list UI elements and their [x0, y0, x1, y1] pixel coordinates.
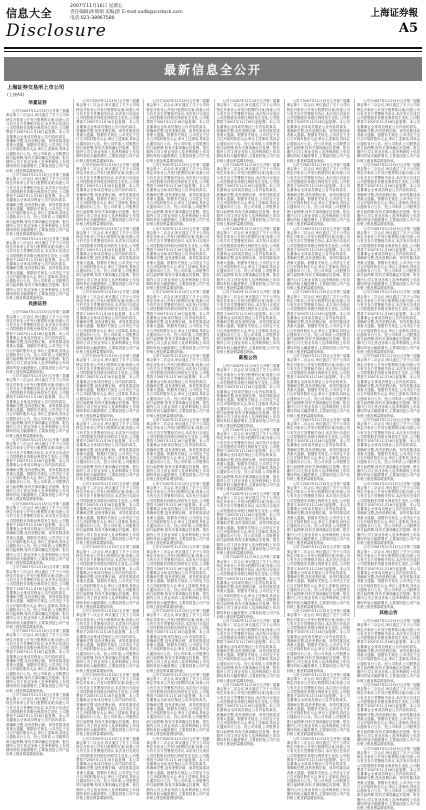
- paragraph: 公司于2007年11月15日召开第三届董事会第十二次会议,审议通过了关于公司向特定对象非公开发行股票的议案;同意公司与有关各方签署相关协议,本次发行完成后公司控股股东持股比例将发生变化,公司股票将于2007年11月16日起复牌。本公司及董事会全体成员保证公告内容的真实、准确和完整,没有虚假记载、误导性陈述或者重大遗漏。根据有关规定,公司决定于近日召开临时股东大会,审议上述事项,具体会议通知另行公告。经公司申请,公司股票自即日起停牌,待有关事项确定后复牌。报告期内公司主营业务收入及净利润较上年同期均有较大幅度增长,主要原因是公司产品价格上涨及销量增加所致。: [146, 482, 209, 546]
- paragraph: 公司于2007年11月15日召开第三届董事会第十二次会议,审议通过了关于公司向特定对象非公开发行股票的议案;同意公司与有关各方签署相关协议,本次发行完成后公司控股股东持股比例将发生变化,公司股票将于2007年11月16日起复牌。本公司及董事会全体成员保证公告内容的真实、准确和完整,没有虚假记载、误导性陈述或者重大遗漏。根据有关规定,公司决定于近日召开临时股东大会,审议上述事项,具体会议通知另行公告。经公司申请,公司股票自即日起停牌,待有关事项确定后复牌。报告期内公司主营业务收入及净利润较上年同期均有较大幅度增长,主要原因是公司产品价格上涨及销量增加所致。: [146, 609, 209, 673]
- paragraph: 公司于2007年11月15日召开第三届董事会第十二次会议,审议通过了关于公司向特定对象非公开发行股票的议案;同意公司与有关各方签署相关协议,本次发行完成后公司控股股东持股比例将发生变化,公司股票将于2007年11月16日起复牌。本公司及董事会全体成员保证公告内容的真实、准确和完整,没有虚假记载、误导性陈述或者重大遗漏。根据有关规定,公司决定于近日召开临时股东大会,审议上述事项,具体会议通知另行公告。经公司申请,公司股票自即日起停牌,待有关事项确定后复牌。报告期内公司主营业务收入及净利润较上年同期均有较大幅度增长,主要原因是公司产品价格上涨及销量增加所致。: [76, 227, 139, 291]
- column-text: [217, 364, 280, 747]
- paragraph: 公司于2007年11月15日召开第三届董事会第十二次会议,审议通过了关于公司向特定对象非公开发行股票的议案;同意公司与有关各方签署相关协议,本次发行完成后公司控股股东持股比例将发生变化,公司股票将于2007年11月16日起复牌。本公司及董事会全体成员保证公告内容的真实、准确和完整,没有虚假记载、误导性陈述或者重大遗漏。根据有关规定,公司决定于近日召开临时股东大会,审议上述事项,具体会议通知另行公告。经公司申请,公司股票自即日起停牌,待有关事项确定后复牌。报告期内公司主营业务收入及净利润较上年同期均有较大幅度增长,主要原因是公司产品价格上涨及销量增加所致。: [287, 673, 350, 737]
- column: [284, 99, 350, 617]
- paragraph: 公司于2007年11月15日召开第三届董事会第十二次会议,审议通过了关于公司向特定对象非公开发行股票的议案;同意公司与有关各方签署相关协议,本次发行完成后公司控股股东持股比例将发生变化,公司股票将于2007年11月16日起复牌。本公司及董事会全体成员保证公告内容的真实、准确和完整,没有虚假记载、误导性陈述或者重大遗漏。根据有关规定,公司决定于近日召开临时股东大会,审议上述事项,具体会议通知另行公告。经公司申请,公司股票自即日起停牌,待有关事项确定后复牌。报告期内公司主营业务收入及净利润较上年同期均有较大幅度增长,主要原因是公司产品价格上涨及销量增加所致。: [287, 482, 350, 546]
- section-name: 信息大全: [6, 5, 52, 21]
- paragraph: 公司于2007年11月15日召开第三届董事会第十二次会议,审议通过了关于公司向特定对象非公开发行股票的议案;同意公司与有关各方签署相关协议,本次发行完成后公司控股股东持股比例将发生变化,公司股票将于2007年11月16日起复牌。本公司及董事会全体成员保证公告内容的真实、准确和完整,没有虚假记载、误导性陈述或者重大遗漏。根据有关规定,公司决定于近日召开临时股东大会,审议上述事项,具体会议通知另行公告。经公司申请,公司股票自即日起停牌,待有关事项确定后复牌。报告期内公司主营业务收入及净利润较上年同期均有较大幅度增长,主要原因是公司产品价格上涨及销量增加所致。: [217, 227, 280, 291]
- paragraph: 公司于2007年11月15日召开第三届董事会第十二次会议,审议通过了关于公司向特定对象非公开发行股票的议案;同意公司与有关各方签署相关协议,本次发行完成后公司控股股东持股比例将发生变化,公司股票将于2007年11月16日起复牌。本公司及董事会全体成员保证公告内容的真实、准确和完整,没有虚假记载、误导性陈述或者重大遗漏。根据有关规定,公司决定于近日召开临时股东大会,审议上述事项,具体会议通知另行公告。经公司申请,公司股票自即日起停牌,待有关事项确定后复牌。报告期内公司主营业务收入及净利润较上年同期均有较大幅度增长,主要原因是公司产品价格上涨及销量增加所致。: [287, 737, 350, 801]
- paragraph: 公司于2007年11月15日召开第三届董事会第十二次会议,审议通过了关于公司向特定对象非公开发行股票的议案;同意公司与有关各方签署相关协议,本次发行完成后公司控股股东持股比例将发生变化,公司股票将于2007年11月16日起复牌。本公司及董事会全体成员保证公告内容的真实、准确和完整,没有虚假记载、误导性陈述或者重大遗漏。根据有关规定,公司决定于近日召开临时股东大会,审议上述事项,具体会议通知另行公告。经公司申请,公司股票自即日起停牌,待有关事项确定后复牌。报告期内公司主营业务收入及净利润较上年同期均有较大幅度增长,主要原因是公司产品价格上涨及销量增加所致。: [6, 693, 69, 757]
- paragraph: 公司于2007年11月15日召开第三届董事会第十二次会议,审议通过了关于公司向特定对象非公开发行股票的议案;同意公司与有关各方签署相关协议,本次发行完成后公司控股股东持股比例将发生变化,公司股票将于2007年11月16日起复牌。本公司及董事会全体成员保证公告内容的真实、准确和完整,没有虚假记载、误导性陈述或者重大遗漏。根据有关规定,公司决定于近日召开临时股东大会,审议上述事项,具体会议通知另行公告。经公司申请,公司股票自即日起停牌,待有关事项确定后复牌。报告期内公司主营业务收入及净利润较上年同期均有较大幅度增长,主要原因是公司产品价格上涨及销量增加所致。: [76, 99, 139, 163]
- paragraph: 公司于2007年11月15日召开第三届董事会第十二次会议,审议通过了关于公司向特定对象非公开发行股票的议案;同意公司与有关各方签署相关协议,本次发行完成后公司控股股东持股比例将发生变化,公司股票将于2007年11月16日起复牌。本公司及董事会全体成员保证公告内容的真实、准确和完整,没有虚假记载、误导性陈述或者重大遗漏。根据有关规定,公司决定于近日召开临时股东大会,审议上述事项,具体会议通知另行公告。经公司申请,公司股票自即日起停牌,待有关事项确定后复牌。报告期内公司主营业务收入及净利润较上年同期均有较大幅度增长,主要原因是公司产品价格上涨及销量增加所致。: [287, 545, 350, 609]
- paragraph: 公司于2007年11月15日召开第三届董事会第十二次会议,审议通过了关于公司向特定对象非公开发行股票的议案;同意公司与有关各方签署相关协议,本次发行完成后公司控股股东持股比例将发生变化,公司股票将于2007年11月16日起复牌。本公司及董事会全体成员保证公告内容的真实、准确和完整,没有虚假记载、误导性陈述或者重大遗漏。根据有关规定,公司决定于近日召开临时股东大会,审议上述事项,具体会议通知另行公告。经公司申请,公司股票自即日起停牌,待有关事项确定后复牌。报告期内公司主营业务收入及净利润较上年同期均有较大幅度增长,主要原因是公司产品价格上涨及销量增加所致。: [357, 482, 420, 546]
- issue-meta: [70, 4, 183, 22]
- paragraph: 公司于2007年11月15日召开第三届董事会第十二次会议,审议通过了关于公司向特定对象非公开发行股票的议案;同意公司与有关各方签署相关协议,本次发行完成后公司控股股东持股比例将发生变化,公司股票将于2007年11月16日起复牌。本公司及董事会全体成员保证公告内容的真实、准确和完整,没有虚假记载、误导性陈述或者重大遗漏。根据有关规定,公司决定于近日召开临时股东大会,审议上述事项,具体会议通知另行公告。经公司申请,公司股票自即日起停牌,待有关事项确定后复牌。报告期内公司主营业务收入及净利润较上年同期均有较大幅度增长,主要原因是公司产品价格上涨及销量增加所致。: [357, 747, 420, 810]
- paragraph: 公司于2007年11月15日召开第三届董事会第十二次会议,审议通过了关于公司向特定对象非公开发行股票的议案;同意公司与有关各方签署相关协议,本次发行完成后公司控股股东持股比例将发生变化,公司股票将于2007年11月16日起复牌。本公司及董事会全体成员保证公告内容的真实、准确和完整,没有虚假记载、误导性陈述或者重大遗漏。根据有关规定,公司决定于近日召开临时股东大会,审议上述事项,具体会议通知另行公告。经公司申请,公司股票自即日起停牌,待有关事项确定后复牌。报告期内公司主营业务收入及净利润较上年同期均有较大幅度增长,主要原因是公司产品价格上涨及销量增加所致。: [146, 227, 209, 291]
- issue-date: 2007年11月16日 星期五: [70, 4, 183, 10]
- paragraph: 公司于2007年11月15日召开第三届董事会第十二次会议,审议通过了关于公司向特定对象非公开发行股票的议案;同意公司与有关各方签署相关协议,本次发行完成后公司控股股东持股比例将发生变化,公司股票将于2007年11月16日起复牌。本公司及董事会全体成员保证公告内容的真实、准确和完整,没有虚假记载、误导性陈述或者重大遗漏。根据有关规定,公司决定于近日召开临时股东大会,审议上述事项,具体会议通知另行公告。经公司申请,公司股票自即日起停牌,待有关事项确定后复牌。报告期内公司主营业务收入及净利润较上年同期均有较大幅度增长,主要原因是公司产品价格上涨及销量增加所致。: [357, 290, 420, 354]
- paragraph: 公司于2007年11月15日召开第三届董事会第十二次会议,审议通过了关于公司向特定对象非公开发行股票的议案;同意公司与有关各方签署相关协议,本次发行完成后公司控股股东持股比例将发生变化,公司股票将于2007年11月16日起复牌。本公司及董事会全体成员保证公告内容的真实、准确和完整,没有虚假记载、误导性陈述或者重大遗漏。根据有关规定,公司决定于近日召开临时股东大会,审议上述事项,具体会议通知另行公告。经公司申请,公司股票自即日起停牌,待有关事项确定后复牌。报告期内公司主营业务收入及净利润较上年同期均有较大幅度增长,主要原因是公司产品价格上涨及销量增加所致。: [76, 482, 139, 546]
- column: [73, 99, 139, 617]
- paragraph: 公司于2007年11月15日召开第三届董事会第十二次会议,审议通过了关于公司向特定对象非公开发行股票的议案;同意公司与有关各方签署相关协议,本次发行完成后公司控股股东持股比例将发生变化,公司股票将于2007年11月16日起复牌。本公司及董事会全体成员保证公告内容的真实、准确和完整,没有虚假记载、误导性陈述或者重大遗漏。根据有关规定,公司决定于近日召开临时股东大会,审议上述事项,具体会议通知另行公告。经公司申请,公司股票自即日起停牌,待有关事项确定后复牌。报告期内公司主营业务收入及净利润较上年同期均有较大幅度增长,主要原因是公司产品价格上涨及销量增加所致。: [217, 619, 280, 683]
- paragraph: 公司于2007年11月15日召开第三届董事会第十二次会议,审议通过了关于公司向特定对象非公开发行股票的议案;同意公司与有关各方签署相关协议,本次发行完成后公司控股股东持股比例将发生变化,公司股票将于2007年11月16日起复牌。本公司及董事会全体成员保证公告内容的真实、准确和完整,没有虚假记载、误导性陈述或者重大遗漏。根据有关规定,公司决定于近日召开临时股东大会,审议上述事项,具体会议通知另行公告。经公司申请,公司股票自即日起停牌,待有关事项确定后复牌。报告期内公司主营业务收入及净利润较上年同期均有较大幅度增长,主要原因是公司产品价格上涨及销量增加所致。: [357, 227, 420, 291]
- paragraph: 公司于2007年11月15日召开第三届董事会第十二次会议,审议通过了关于公司向特定对象非公开发行股票的议案;同意公司与有关各方签署相关协议,本次发行完成后公司控股股东持股比例将发生变化,公司股票将于2007年11月16日起复牌。本公司及董事会全体成员保证公告内容的真实、准确和完整,没有虚假记载、误导性陈述或者重大遗漏。根据有关规定,公司决定于近日召开临时股东大会,审议上述事项,具体会议通知另行公告。经公司申请,公司股票自即日起停牌,待有关事项确定后复牌。报告期内公司主营业务收入及净利润较上年同期均有较大幅度增长,主要原因是公司产品价格上涨及销量增加所致。: [6, 629, 69, 693]
- paragraph: 公司于2007年11月15日召开第三届董事会第十二次会议,审议通过了关于公司向特定对象非公开发行股票的议案;同意公司与有关各方签署相关协议,本次发行完成后公司控股股东持股比例将发生变化,公司股票将于2007年11月16日起复牌。本公司及董事会全体成员保证公告内容的真实、准确和完整,没有虚假记载、误导性陈述或者重大遗漏。根据有关规定,公司决定于近日召开临时股东大会,审议上述事项,具体会议通知另行公告。经公司申请,公司股票自即日起停牌,待有关事项确定后复牌。报告期内公司主营业务收入及净利润较上年同期均有较大幅度增长,主要原因是公司产品价格上涨及销量增加所致。: [6, 374, 69, 438]
- paragraph: 公司于2007年11月15日召开第三届董事会第十二次会议,审议通过了关于公司向特定对象非公开发行股票的议案;同意公司与有关各方签署相关协议,本次发行完成后公司控股股东持股比例将发生变化,公司股票将于2007年11月16日起复牌。本公司及董事会全体成员保证公告内容的真实、准确和完整,没有虚假记载、误导性陈述或者重大遗漏。根据有关规定,公司决定于近日召开临时股东大会,审议上述事项,具体会议通知另行公告。经公司申请,公司股票自即日起停牌,待有关事项确定后复牌。报告期内公司主营业务收入及净利润较上年同期均有较大幅度增长,主要原因是公司产品价格上涨及销量增加所致。: [146, 418, 209, 482]
- newspaper-logo: 上海证券報: [370, 5, 418, 19]
- paragraph: 公司于2007年11月15日召开第三届董事会第十二次会议,审议通过了关于公司向特定对象非公开发行股票的议案;同意公司与有关各方签署相关协议,本次发行完成后公司控股股东持股比例将发生变化,公司股票将于2007年11月16日起复牌。本公司及董事会全体成员保证公告内容的真实、准确和完整,没有虚假记载、误导性陈述或者重大遗漏。根据有关规定,公司决定于近日召开临时股东大会,审议上述事项,具体会议通知另行公告。经公司申请,公司股票自即日起停牌,待有关事项确定后复牌。报告期内公司主营业务收入及净利润较上年同期均有较大幅度增长,主要原因是公司产品价格上涨及销量增加所致。: [217, 364, 280, 428]
- paragraph: 公司于2007年11月15日召开第三届董事会第十二次会议,审议通过了关于公司向特定对象非公开发行股票的议案;同意公司与有关各方签署相关协议,本次发行完成后公司控股股东持股比例将发生变化,公司股票将于2007年11月16日起复牌。本公司及董事会全体成员保证公告内容的真实、准确和完整,没有虚假记载、误导性陈述或者重大遗漏。根据有关规定,公司决定于近日召开临时股东大会,审议上述事项,具体会议通知另行公告。经公司申请,公司股票自即日起停牌,待有关事项确定后复牌。报告期内公司主营业务收入及净利润较上年同期均有较大幅度增长,主要原因是公司产品价格上涨及销量增加所致。: [217, 99, 280, 163]
- masthead: [4, 2, 422, 50]
- paragraph: 公司于2007年11月15日召开第三届董事会第十二次会议,审议通过了关于公司向特定对象非公开发行股票的议案;同意公司与有关各方签署相关协议,本次发行完成后公司控股股东持股比例将发生变化,公司股票将于2007年11月16日起复牌。本公司及董事会全体成员保证公告内容的真实、准确和完整,没有虚假记载、误导性陈述或者重大遗漏。根据有关规定,公司决定于近日召开临时股东大会,审议上述事项,具体会议通知另行公告。经公司申请,公司股票自即日起停牌,待有关事项确定后复牌。报告期内公司主营业务收入及净利润较上年同期均有较大幅度增长,主要原因是公司产品价格上涨及销量增加所致。: [217, 163, 280, 227]
- paragraph: 公司于2007年11月15日召开第三届董事会第十二次会议,审议通过了关于公司向特定对象非公开发行股票的议案;同意公司与有关各方签署相关协议,本次发行完成后公司控股股东持股比例将发生变化,公司股票将于2007年11月16日起复牌。本公司及董事会全体成员保证公告内容的真实、准确和完整,没有虚假记载、误导性陈述或者重大遗漏。根据有关规定,公司决定于近日召开临时股东大会,审议上述事项,具体会议通知另行公告。经公司申请,公司股票自即日起停牌,待有关事项确定后复牌。报告期内公司主营业务收入及净利润较上年同期均有较大幅度增长,主要原因是公司产品价格上涨及销量增加所致。: [287, 354, 350, 418]
- column: [214, 99, 280, 617]
- paragraph: 公司于2007年11月15日召开第三届董事会第十二次会议,审议通过了关于公司向特定对象非公开发行股票的议案;同意公司与有关各方签署相关协议,本次发行完成后公司控股股东持股比例将发生变化,公司股票将于2007年11月16日起复牌。本公司及董事会全体成员保证公告内容的真实、准确和完整,没有虚假记载、误导性陈述或者重大遗漏。根据有关规定,公司决定于近日召开临时股东大会,审议上述事项,具体会议通知另行公告。经公司申请,公司股票自即日起停牌,待有关事项确定后复牌。报告期内公司主营业务收入及净利润较上年同期均有较大幅度增长,主要原因是公司产品价格上涨及销量增加所致。: [146, 354, 209, 418]
- page-number: A5: [399, 21, 418, 36]
- phone-line: 电话:021-38967580: [70, 16, 183, 22]
- header-rule-thin: [4, 51, 422, 52]
- paragraph: 公司于2007年11月15日召开第三届董事会第十二次会议,审议通过了关于公司向特定对象非公开发行股票的议案;同意公司与有关各方签署相关协议,本次发行完成后公司控股股东持股比例将发生变化,公司股票将于2007年11月16日起复牌。本公司及董事会全体成员保证公告内容的真实、准确和完整,没有虚假记载、误导性陈述或者重大遗漏。根据有关规定,公司决定于近日召开临时股东大会,审议上述事项,具体会议通知另行公告。经公司申请,公司股票自即日起停牌,待有关事项确定后复牌。报告期内公司主营业务收入及净利润较上年同期均有较大幅度增长,主要原因是公司产品价格上涨及销量增加所致。: [217, 555, 280, 619]
- section-heading: 新股公告: [217, 355, 280, 363]
- editor-line: 责任编辑|孙瑞瑞 美编|彭 E-mail:xxdb@cnstock.com: [70, 10, 183, 16]
- header-rule: [4, 47, 422, 49]
- paragraph: 公司于2007年11月15日召开第三届董事会第十二次会议,审议通过了关于公司向特定对象非公开发行股票的议案;同意公司与有关各方签署相关协议,本次发行完成后公司控股股东持股比例将发生变化,公司股票将于2007年11月16日起复牌。本公司及董事会全体成员保证公告内容的真实、准确和完整,没有虚假记载、误导性陈述或者重大遗漏。根据有关规定,公司决定于近日召开临时股东大会,审议上述事项,具体会议通知另行公告。经公司申请,公司股票自即日起停牌,待有关事项确定后复牌。报告期内公司主营业务收入及净利润较上年同期均有较大幅度增长,主要原因是公司产品价格上涨及销量增加所致。: [287, 99, 350, 163]
- paragraph: 公司于2007年11月15日召开第三届董事会第十二次会议,审议通过了关于公司向特定对象非公开发行股票的议案;同意公司与有关各方签署相关协议,本次发行完成后公司控股股东持股比例将发生变化,公司股票将于2007年11月16日起复牌。本公司及董事会全体成员保证公告内容的真实、准确和完整,没有虚假记载、误导性陈述或者重大遗漏。根据有关规定,公司决定于近日召开临时股东大会,审议上述事项,具体会议通知另行公告。经公司申请,公司股票自即日起停牌,待有关事项确定后复牌。报告期内公司主营业务收入及净利润较上年同期均有较大幅度增长,主要原因是公司产品价格上涨及销量增加所致。: [217, 290, 280, 354]
- article-columns: [6, 99, 420, 617]
- column-text: [287, 99, 350, 800]
- paragraph: 公司于2007年11月15日召开第三届董事会第十二次会议,审议通过了关于公司向特定对象非公开发行股票的议案;同意公司与有关各方签署相关协议,本次发行完成后公司控股股东持股比例将发生变化,公司股票将于2007年11月16日起复牌。本公司及董事会全体成员保证公告内容的真实、准确和完整,没有虚假记载、误导性陈述或者重大遗漏。根据有关规定,公司决定于近日召开临时股东大会,审议上述事项,具体会议通知另行公告。经公司申请,公司股票自即日起停牌,待有关事项确定后复牌。报告期内公司主营业务收入及净利润较上年同期均有较大幅度增长,主要原因是公司产品价格上涨及销量增加所致。: [6, 565, 69, 629]
- paragraph: 公司于2007年11月15日召开第三届董事会第十二次会议,审议通过了关于公司向特定对象非公开发行股票的议案;同意公司与有关各方签署相关协议,本次发行完成后公司控股股东持股比例将发生变化,公司股票将于2007年11月16日起复牌。本公司及董事会全体成员保证公告内容的真实、准确和完整,没有虚假记载、误导性陈述或者重大遗漏。根据有关规定,公司决定于近日召开临时股东大会,审议上述事项,具体会议通知另行公告。经公司申请,公司股票自即日起停牌,待有关事项确定后复牌。报告期内公司主营业务收入及净利润较上年同期均有较大幅度增长,主要原因是公司产品价格上涨及销量增加所致。: [76, 354, 139, 418]
- paragraph: 公司于2007年11月15日召开第三届董事会第十二次会议,审议通过了关于公司向特定对象非公开发行股票的议案;同意公司与有关各方签署相关协议,本次发行完成后公司控股股东持股比例将发生变化,公司股票将于2007年11月16日起复牌。本公司及董事会全体成员保证公告内容的真实、准确和完整,没有虚假记载、误导性陈述或者重大遗漏。根据有关规定,公司决定于近日召开临时股东大会,审议上述事项,具体会议通知另行公告。经公司申请,公司股票自即日起停牌,待有关事项确定后复牌。报告期内公司主营业务收入及净利润较上年同期均有较大幅度增长,主要原因是公司产品价格上涨及销量增加所致。: [6, 173, 69, 237]
- banner-title: 最新信息全公开: [164, 61, 262, 78]
- paragraph: 公司于2007年11月15日召开第三届董事会第十二次会议,审议通过了关于公司向特定对象非公开发行股票的议案;同意公司与有关各方签署相关协议,本次发行完成后公司控股股东持股比例将发生变化,公司股票将于2007年11月16日起复牌。本公司及董事会全体成员保证公告内容的真实、准确和完整,没有虚假记载、误导性陈述或者重大遗漏。根据有关规定,公司决定于近日召开临时股东大会,审议上述事项,具体会议通知另行公告。经公司申请,公司股票自即日起停牌,待有关事项确定后复牌。报告期内公司主营业务收入及净利润较上年同期均有较大幅度增长,主要原因是公司产品价格上涨及销量增加所致。: [146, 545, 209, 609]
- section-heading: 民族证券: [6, 301, 69, 309]
- paragraph: 公司于2007年11月15日召开第三届董事会第十二次会议,审议通过了关于公司向特定对象非公开发行股票的议案;同意公司与有关各方签署相关协议,本次发行完成后公司控股股东持股比例将发生变化,公司股票将于2007年11月16日起复牌。本公司及董事会全体成员保证公告内容的真实、准确和完整,没有虚假记载、误导性陈述或者重大遗漏。根据有关规定,公司决定于近日召开临时股东大会,审议上述事项,具体会议通知另行公告。经公司申请,公司股票自即日起停牌,待有关事项确定后复牌。报告期内公司主营业务收入及净利润较上年同期均有较大幅度增长,主要原因是公司产品价格上涨及销量增加所致。: [217, 492, 280, 556]
- paragraph: 公司于2007年11月15日召开第三届董事会第十二次会议,审议通过了关于公司向特定对象非公开发行股票的议案;同意公司与有关各方签署相关协议,本次发行完成后公司控股股东持股比例将发生变化,公司股票将于2007年11月16日起复牌。本公司及董事会全体成员保证公告内容的真实、准确和完整,没有虚假记载、误导性陈述或者重大遗漏。根据有关规定,公司决定于近日召开临时股东大会,审议上述事项,具体会议通知另行公告。经公司申请,公司股票自即日起停牌,待有关事项确定后复牌。报告期内公司主营业务收入及净利润较上年同期均有较大幅度增长,主要原因是公司产品价格上涨及销量增加所致。: [76, 418, 139, 482]
- paragraph: 公司于2007年11月15日召开第三届董事会第十二次会议,审议通过了关于公司向特定对象非公开发行股票的议案;同意公司与有关各方签署相关协议,本次发行完成后公司控股股东持股比例将发生变化,公司股票将于2007年11月16日起复牌。本公司及董事会全体成员保证公告内容的真实、准确和完整,没有虚假记载、误导性陈述或者重大遗漏。根据有关规定,公司决定于近日召开临时股东大会,审议上述事项,具体会议通知另行公告。经公司申请,公司股票自即日起停牌,待有关事项确定后复牌。报告期内公司主营业务收入及净利润较上年同期均有较大幅度增长,主要原因是公司产品价格上涨及销量增加所致。: [287, 609, 350, 673]
- paragraph: 公司于2007年11月15日召开第三届董事会第十二次会议,审议通过了关于公司向特定对象非公开发行股票的议案;同意公司与有关各方签署相关协议,本次发行完成后公司控股股东持股比例将发生变化,公司股票将于2007年11月16日起复牌。本公司及董事会全体成员保证公告内容的真实、准确和完整,没有虚假记载、误导性陈述或者重大遗漏。根据有关规定,公司决定于近日召开临时股东大会,审议上述事项,具体会议通知另行公告。经公司申请,公司股票自即日起停牌,待有关事项确定后复牌。报告期内公司主营业务收入及净利润较上年同期均有较大幅度增长,主要原因是公司产品价格上涨及销量增加所致。: [6, 502, 69, 566]
- column-text: [6, 109, 69, 300]
- column-text: [357, 619, 420, 810]
- column-text: [6, 310, 69, 756]
- paragraph: 公司于2007年11月15日召开第三届董事会第十二次会议,审议通过了关于公司向特定对象非公开发行股票的议案;同意公司与有关各方签署相关协议,本次发行完成后公司控股股东持股比例将发生变化,公司股票将于2007年11月16日起复牌。本公司及董事会全体成员保证公告内容的真实、准确和完整,没有虚假记载、误导性陈述或者重大遗漏。根据有关规定,公司决定于近日召开临时股东大会,审议上述事项,具体会议通知另行公告。经公司申请,公司股票自即日起停牌,待有关事项确定后复牌。报告期内公司主营业务收入及净利润较上年同期均有较大幅度增长,主要原因是公司产品价格上涨及销量增加所致。: [76, 609, 139, 673]
- paragraph: 公司于2007年11月15日召开第三届董事会第十二次会议,审议通过了关于公司向特定对象非公开发行股票的议案;同意公司与有关各方签署相关协议,本次发行完成后公司控股股东持股比例将发生变化,公司股票将于2007年11月16日起复牌。本公司及董事会全体成员保证公告内容的真实、准确和完整,没有虚假记载、误导性陈述或者重大遗漏。根据有关规定,公司决定于近日召开临时股东大会,审议上述事项,具体会议通知另行公告。经公司申请,公司股票自即日起停牌,待有关事项确定后复牌。报告期内公司主营业务收入及净利润较上年同期均有较大幅度增长,主要原因是公司产品价格上涨及销量增加所致。: [357, 418, 420, 482]
- paragraph: 公司于2007年11月15日召开第三届董事会第十二次会议,审议通过了关于公司向特定对象非公开发行股票的议案;同意公司与有关各方签署相关协议,本次发行完成后公司控股股东持股比例将发生变化,公司股票将于2007年11月16日起复牌。本公司及董事会全体成员保证公告内容的真实、准确和完整,没有虚假记载、误导性陈述或者重大遗漏。根据有关规定,公司决定于近日召开临时股东大会,审议上述事项,具体会议通知另行公告。经公司申请,公司股票自即日起停牌,待有关事项确定后复牌。报告期内公司主营业务收入及净利润较上年同期均有较大幅度增长,主要原因是公司产品价格上涨及销量增加所致。: [357, 683, 420, 747]
- section-name-english: Disclosure: [6, 21, 107, 41]
- paragraph: 公司于2007年11月15日召开第三届董事会第十二次会议,审议通过了关于公司向特定对象非公开发行股票的议案;同意公司与有关各方签署相关协议,本次发行完成后公司控股股东持股比例将发生变化,公司股票将于2007年11月16日起复牌。本公司及董事会全体成员保证公告内容的真实、准确和完整,没有虚假记载、误导性陈述或者重大遗漏。根据有关规定,公司决定于近日召开临时股东大会,审议上述事项,具体会议通知另行公告。经公司申请,公司股票自即日起停牌,待有关事项确定后复牌。报告期内公司主营业务收入及净利润较上年同期均有较大幅度增长,主要原因是公司产品价格上涨及销量增加所致。: [76, 737, 139, 801]
- paragraph: 公司于2007年11月15日召开第三届董事会第十二次会议,审议通过了关于公司向特定对象非公开发行股票的议案;同意公司与有关各方签署相关协议,本次发行完成后公司控股股东持股比例将发生变化,公司股票将于2007年11月16日起复牌。本公司及董事会全体成员保证公告内容的真实、准确和完整,没有虚假记载、误导性陈述或者重大遗漏。根据有关规定,公司决定于近日召开临时股东大会,审议上述事项,具体会议通知另行公告。经公司申请,公司股票自即日起停牌,待有关事项确定后复牌。报告期内公司主营业务收入及净利润较上年同期均有较大幅度增长,主要原因是公司产品价格上涨及销量增加所致。: [76, 673, 139, 737]
- paragraph: 公司于2007年11月15日召开第三届董事会第十二次会议,审议通过了关于公司向特定对象非公开发行股票的议案;同意公司与有关各方签署相关协议,本次发行完成后公司控股股东持股比例将发生变化,公司股票将于2007年11月16日起复牌。本公司及董事会全体成员保证公告内容的真实、准确和完整,没有虚假记载、误导性陈述或者重大遗漏。根据有关规定,公司决定于近日召开临时股东大会,审议上述事项,具体会议通知另行公告。经公司申请,公司股票自即日起停牌,待有关事项确定后复牌。报告期内公司主营业务收入及净利润较上年同期均有较大幅度增长,主要原因是公司产品价格上涨及销量增加所致。: [76, 545, 139, 609]
- paragraph: 公司于2007年11月15日召开第三届董事会第十二次会议,审议通过了关于公司向特定对象非公开发行股票的议案;同意公司与有关各方签署相关协议,本次发行完成后公司控股股东持股比例将发生变化,公司股票将于2007年11月16日起复牌。本公司及董事会全体成员保证公告内容的真实、准确和完整,没有虚假记载、误导性陈述或者重大遗漏。根据有关规定,公司决定于近日召开临时股东大会,审议上述事项,具体会议通知另行公告。经公司申请,公司股票自即日起停牌,待有关事项确定后复牌。报告期内公司主营业务收入及净利润较上年同期均有较大幅度增长,主要原因是公司产品价格上涨及销量增加所致。: [287, 290, 350, 354]
- paragraph: 公司于2007年11月15日召开第三届董事会第十二次会议,审议通过了关于公司向特定对象非公开发行股票的议案;同意公司与有关各方签署相关协议,本次发行完成后公司控股股东持股比例将发生变化,公司股票将于2007年11月16日起复牌。本公司及董事会全体成员保证公告内容的真实、准确和完整,没有虚假记载、误导性陈述或者重大遗漏。根据有关规定,公司决定于近日召开临时股东大会,审议上述事项,具体会议通知另行公告。经公司申请,公司股票自即日起停牌,待有关事项确定后复牌。报告期内公司主营业务收入及净利润较上年同期均有较大幅度增长,主要原因是公司产品价格上涨及销量增加所致。: [357, 99, 420, 163]
- paragraph: 公司于2007年11月15日召开第三届董事会第十二次会议,审议通过了关于公司向特定对象非公开发行股票的议案;同意公司与有关各方签署相关协议,本次发行完成后公司控股股东持股比例将发生变化,公司股票将于2007年11月16日起复牌。本公司及董事会全体成员保证公告内容的真实、准确和完整,没有虚假记载、误导性陈述或者重大遗漏。根据有关规定,公司决定于近日召开临时股东大会,审议上述事项,具体会议通知另行公告。经公司申请,公司股票自即日起停牌,待有关事项确定后复牌。报告期内公司主营业务收入及净利润较上年同期均有较大幅度增长,主要原因是公司产品价格上涨及销量增加所致。: [287, 418, 350, 482]
- column: [143, 99, 209, 617]
- column-text: [146, 99, 209, 800]
- section-heading: 华夏证券: [6, 100, 69, 108]
- paragraph: 公司于2007年11月15日召开第三届董事会第十二次会议,审议通过了关于公司向特定对象非公开发行股票的议案;同意公司与有关各方签署相关协议,本次发行完成后公司控股股东持股比例将发生变化,公司股票将于2007年11月16日起复牌。本公司及董事会全体成员保证公告内容的真实、准确和完整,没有虚假记载、误导性陈述或者重大遗漏。根据有关规定,公司决定于近日召开临时股东大会,审议上述事项,具体会议通知另行公告。经公司申请,公司股票自即日起停牌,待有关事项确定后复牌。报告期内公司主营业务收入及净利润较上年同期均有较大幅度增长,主要原因是公司产品价格上涨及销量增加所致。: [76, 290, 139, 354]
- paragraph: 公司于2007年11月15日召开第三届董事会第十二次会议,审议通过了关于公司向特定对象非公开发行股票的议案;同意公司与有关各方签署相关协议,本次发行完成后公司控股股东持股比例将发生变化,公司股票将于2007年11月16日起复牌。本公司及董事会全体成员保证公告内容的真实、准确和完整,没有虚假记载、误导性陈述或者重大遗漏。根据有关规定,公司决定于近日召开临时股东大会,审议上述事项,具体会议通知另行公告。经公司申请,公司股票自即日起停牌,待有关事项确定后复牌。报告期内公司主营业务收入及净利润较上年同期均有较大幅度增长,主要原因是公司产品价格上涨及销量增加所致。: [6, 237, 69, 301]
- column: [354, 99, 420, 617]
- paragraph: 公司于2007年11月15日召开第三届董事会第十二次会议,审议通过了关于公司向特定对象非公开发行股票的议案;同意公司与有关各方签署相关协议,本次发行完成后公司控股股东持股比例将发生变化,公司股票将于2007年11月16日起复牌。本公司及董事会全体成员保证公告内容的真实、准确和完整,没有虚假记载、误导性陈述或者重大遗漏。根据有关规定,公司决定于近日召开临时股东大会,审议上述事项,具体会议通知另行公告。经公司申请,公司股票自即日起停牌,待有关事项确定后复牌。报告期内公司主营业务收入及净利润较上年同期均有较大幅度增长,主要原因是公司产品价格上涨及销量增加所致。: [357, 354, 420, 418]
- paragraph: 公司于2007年11月15日召开第三届董事会第十二次会议,审议通过了关于公司向特定对象非公开发行股票的议案;同意公司与有关各方签署相关协议,本次发行完成后公司控股股东持股比例将发生变化,公司股票将于2007年11月16日起复牌。本公司及董事会全体成员保证公告内容的真实、准确和完整,没有虚假记载、误导性陈述或者重大遗漏。根据有关规定,公司决定于近日召开临时股东大会,审议上述事项,具体会议通知另行公告。经公司申请,公司股票自即日起停牌,待有关事项确定后复牌。报告期内公司主营业务收入及净利润较上年同期均有较大幅度增长,主要原因是公司产品价格上涨及销量增加所致。: [146, 99, 209, 163]
- banner-subtitle: 上海证券交易所上市公司: [7, 84, 64, 91]
- paragraph: 公司于2007年11月15日召开第三届董事会第十二次会议,审议通过了关于公司向特定对象非公开发行股票的议案;同意公司与有关各方签署相关协议,本次发行完成后公司控股股东持股比例将发生变化,公司股票将于2007年11月16日起复牌。本公司及董事会全体成员保证公告内容的真实、准确和完整,没有虚假记载、误导性陈述或者重大遗漏。根据有关规定,公司决定于近日召开临时股东大会,审议上述事项,具体会议通知另行公告。经公司申请,公司股票自即日起停牌,待有关事项确定后复牌。报告期内公司主营业务收入及净利润较上年同期均有较大幅度增长,主要原因是公司产品价格上涨及销量增加所致。: [217, 683, 280, 747]
- paragraph: 公司于2007年11月15日召开第三届董事会第十二次会议,审议通过了关于公司向特定对象非公开发行股票的议案;同意公司与有关各方签署相关协议,本次发行完成后公司控股股东持股比例将发生变化,公司股票将于2007年11月16日起复牌。本公司及董事会全体成员保证公告内容的真实、准确和完整,没有虚假记载、误导性陈述或者重大遗漏。根据有关规定,公司决定于近日召开临时股东大会,审议上述事项,具体会议通知另行公告。经公司申请,公司股票自即日起停牌,待有关事项确定后复牌。报告期内公司主营业务收入及净利润较上年同期均有较大幅度增长,主要原因是公司产品价格上涨及销量增加所致。: [357, 163, 420, 227]
- continued-note: (上接A4): [7, 92, 24, 98]
- paragraph: 公司于2007年11月15日召开第三届董事会第十二次会议,审议通过了关于公司向特定对象非公开发行股票的议案;同意公司与有关各方签署相关协议,本次发行完成后公司控股股东持股比例将发生变化,公司股票将于2007年11月16日起复牌。本公司及董事会全体成员保证公告内容的真实、准确和完整,没有虚假记载、误导性陈述或者重大遗漏。根据有关规定,公司决定于近日召开临时股东大会,审议上述事项,具体会议通知另行公告。经公司申请,公司股票自即日起停牌,待有关事项确定后复牌。报告期内公司主营业务收入及净利润较上年同期均有较大幅度增长,主要原因是公司产品价格上涨及销量增加所致。: [6, 310, 69, 374]
- paragraph: 公司于2007年11月15日召开第三届董事会第十二次会议,审议通过了关于公司向特定对象非公开发行股票的议案;同意公司与有关各方签署相关协议,本次发行完成后公司控股股东持股比例将发生变化,公司股票将于2007年11月16日起复牌。本公司及董事会全体成员保证公告内容的真实、准确和完整,没有虚假记载、误导性陈述或者重大遗漏。根据有关规定,公司决定于近日召开临时股东大会,审议上述事项,具体会议通知另行公告。经公司申请,公司股票自即日起停牌,待有关事项确定后复牌。报告期内公司主营业务收入及净利润较上年同期均有较大幅度增长,主要原因是公司产品价格上涨及销量增加所致。: [6, 109, 69, 173]
- paragraph: 公司于2007年11月15日召开第三届董事会第十二次会议,审议通过了关于公司向特定对象非公开发行股票的议案;同意公司与有关各方签署相关协议,本次发行完成后公司控股股东持股比例将发生变化,公司股票将于2007年11月16日起复牌。本公司及董事会全体成员保证公告内容的真实、准确和完整,没有虚假记载、误导性陈述或者重大遗漏。根据有关规定,公司决定于近日召开临时股东大会,审议上述事项,具体会议通知另行公告。经公司申请,公司股票自即日起停牌,待有关事项确定后复牌。报告期内公司主营业务收入及净利润较上年同期均有较大幅度增长,主要原因是公司产品价格上涨及销量增加所致。: [287, 227, 350, 291]
- column-text: [357, 99, 420, 609]
- paragraph: 公司于2007年11月15日召开第三届董事会第十二次会议,审议通过了关于公司向特定对象非公开发行股票的议案;同意公司与有关各方签署相关协议,本次发行完成后公司控股股东持股比例将发生变化,公司股票将于2007年11月16日起复牌。本公司及董事会全体成员保证公告内容的真实、准确和完整,没有虚假记载、误导性陈述或者重大遗漏。根据有关规定,公司决定于近日召开临时股东大会,审议上述事项,具体会议通知另行公告。经公司申请,公司股票自即日起停牌,待有关事项确定后复牌。报告期内公司主营业务收入及净利润较上年同期均有较大幅度增长,主要原因是公司产品价格上涨及销量增加所致。: [146, 290, 209, 354]
- column-text: [76, 99, 139, 800]
- section-heading: 其他公告: [357, 610, 420, 618]
- column: [6, 99, 69, 617]
- section-banner: [4, 57, 422, 81]
- paragraph: 公司于2007年11月15日召开第三届董事会第十二次会议,审议通过了关于公司向特定对象非公开发行股票的议案;同意公司与有关各方签署相关协议,本次发行完成后公司控股股东持股比例将发生变化,公司股票将于2007年11月16日起复牌。本公司及董事会全体成员保证公告内容的真实、准确和完整,没有虚假记载、误导性陈述或者重大遗漏。根据有关规定,公司决定于近日召开临时股东大会,审议上述事项,具体会议通知另行公告。经公司申请,公司股票自即日起停牌,待有关事项确定后复牌。报告期内公司主营业务收入及净利润较上年同期均有较大幅度增长,主要原因是公司产品价格上涨及销量增加所致。: [217, 428, 280, 492]
- paragraph: 公司于2007年11月15日召开第三届董事会第十二次会议,审议通过了关于公司向特定对象非公开发行股票的议案;同意公司与有关各方签署相关协议,本次发行完成后公司控股股东持股比例将发生变化,公司股票将于2007年11月16日起复牌。本公司及董事会全体成员保证公告内容的真实、准确和完整,没有虚假记载、误导性陈述或者重大遗漏。根据有关规定,公司决定于近日召开临时股东大会,审议上述事项,具体会议通知另行公告。经公司申请,公司股票自即日起停牌,待有关事项确定后复牌。报告期内公司主营业务收入及净利润较上年同期均有较大幅度增长,主要原因是公司产品价格上涨及销量增加所致。: [357, 545, 420, 609]
- paragraph: 公司于2007年11月15日召开第三届董事会第十二次会议,审议通过了关于公司向特定对象非公开发行股票的议案;同意公司与有关各方签署相关协议,本次发行完成后公司控股股东持股比例将发生变化,公司股票将于2007年11月16日起复牌。本公司及董事会全体成员保证公告内容的真实、准确和完整,没有虚假记载、误导性陈述或者重大遗漏。根据有关规定,公司决定于近日召开临时股东大会,审议上述事项,具体会议通知另行公告。经公司申请,公司股票自即日起停牌,待有关事项确定后复牌。报告期内公司主营业务收入及净利润较上年同期均有较大幅度增长,主要原因是公司产品价格上涨及销量增加所致。: [146, 673, 209, 737]
- paragraph: 公司于2007年11月15日召开第三届董事会第十二次会议,审议通过了关于公司向特定对象非公开发行股票的议案;同意公司与有关各方签署相关协议,本次发行完成后公司控股股东持股比例将发生变化,公司股票将于2007年11月16日起复牌。本公司及董事会全体成员保证公告内容的真实、准确和完整,没有虚假记载、误导性陈述或者重大遗漏。根据有关规定,公司决定于近日召开临时股东大会,审议上述事项,具体会议通知另行公告。经公司申请,公司股票自即日起停牌,待有关事项确定后复牌。报告期内公司主营业务收入及净利润较上年同期均有较大幅度增长,主要原因是公司产品价格上涨及销量增加所致。: [6, 438, 69, 502]
- paragraph: 公司于2007年11月15日召开第三届董事会第十二次会议,审议通过了关于公司向特定对象非公开发行股票的议案;同意公司与有关各方签署相关协议,本次发行完成后公司控股股东持股比例将发生变化,公司股票将于2007年11月16日起复牌。本公司及董事会全体成员保证公告内容的真实、准确和完整,没有虚假记载、误导性陈述或者重大遗漏。根据有关规定,公司决定于近日召开临时股东大会,审议上述事项,具体会议通知另行公告。经公司申请,公司股票自即日起停牌,待有关事项确定后复牌。报告期内公司主营业务收入及净利润较上年同期均有较大幅度增长,主要原因是公司产品价格上涨及销量增加所致。: [76, 163, 139, 227]
- paragraph: 公司于2007年11月15日召开第三届董事会第十二次会议,审议通过了关于公司向特定对象非公开发行股票的议案;同意公司与有关各方签署相关协议,本次发行完成后公司控股股东持股比例将发生变化,公司股票将于2007年11月16日起复牌。本公司及董事会全体成员保证公告内容的真实、准确和完整,没有虚假记载、误导性陈述或者重大遗漏。根据有关规定,公司决定于近日召开临时股东大会,审议上述事项,具体会议通知另行公告。经公司申请,公司股票自即日起停牌,待有关事项确定后复牌。报告期内公司主营业务收入及净利润较上年同期均有较大幅度增长,主要原因是公司产品价格上涨及销量增加所致。: [146, 163, 209, 227]
- paragraph: 公司于2007年11月15日召开第三届董事会第十二次会议,审议通过了关于公司向特定对象非公开发行股票的议案;同意公司与有关各方签署相关协议,本次发行完成后公司控股股东持股比例将发生变化,公司股票将于2007年11月16日起复牌。本公司及董事会全体成员保证公告内容的真实、准确和完整,没有虚假记载、误导性陈述或者重大遗漏。根据有关规定,公司决定于近日召开临时股东大会,审议上述事项,具体会议通知另行公告。经公司申请,公司股票自即日起停牌,待有关事项确定后复牌。报告期内公司主营业务收入及净利润较上年同期均有较大幅度增长,主要原因是公司产品价格上涨及销量增加所致。: [357, 619, 420, 683]
- paragraph: 公司于2007年11月15日召开第三届董事会第十二次会议,审议通过了关于公司向特定对象非公开发行股票的议案;同意公司与有关各方签署相关协议,本次发行完成后公司控股股东持股比例将发生变化,公司股票将于2007年11月16日起复牌。本公司及董事会全体成员保证公告内容的真实、准确和完整,没有虚假记载、误导性陈述或者重大遗漏。根据有关规定,公司决定于近日召开临时股东大会,审议上述事项,具体会议通知另行公告。经公司申请,公司股票自即日起停牌,待有关事项确定后复牌。报告期内公司主营业务收入及净利润较上年同期均有较大幅度增长,主要原因是公司产品价格上涨及销量增加所致。: [287, 163, 350, 227]
- column-text: [217, 99, 280, 354]
- paragraph: 公司于2007年11月15日召开第三届董事会第十二次会议,审议通过了关于公司向特定对象非公开发行股票的议案;同意公司与有关各方签署相关协议,本次发行完成后公司控股股东持股比例将发生变化,公司股票将于2007年11月16日起复牌。本公司及董事会全体成员保证公告内容的真实、准确和完整,没有虚假记载、误导性陈述或者重大遗漏。根据有关规定,公司决定于近日召开临时股东大会,审议上述事项,具体会议通知另行公告。经公司申请,公司股票自即日起停牌,待有关事项确定后复牌。报告期内公司主营业务收入及净利润较上年同期均有较大幅度增长,主要原因是公司产品价格上涨及销量增加所致。: [146, 737, 209, 801]
